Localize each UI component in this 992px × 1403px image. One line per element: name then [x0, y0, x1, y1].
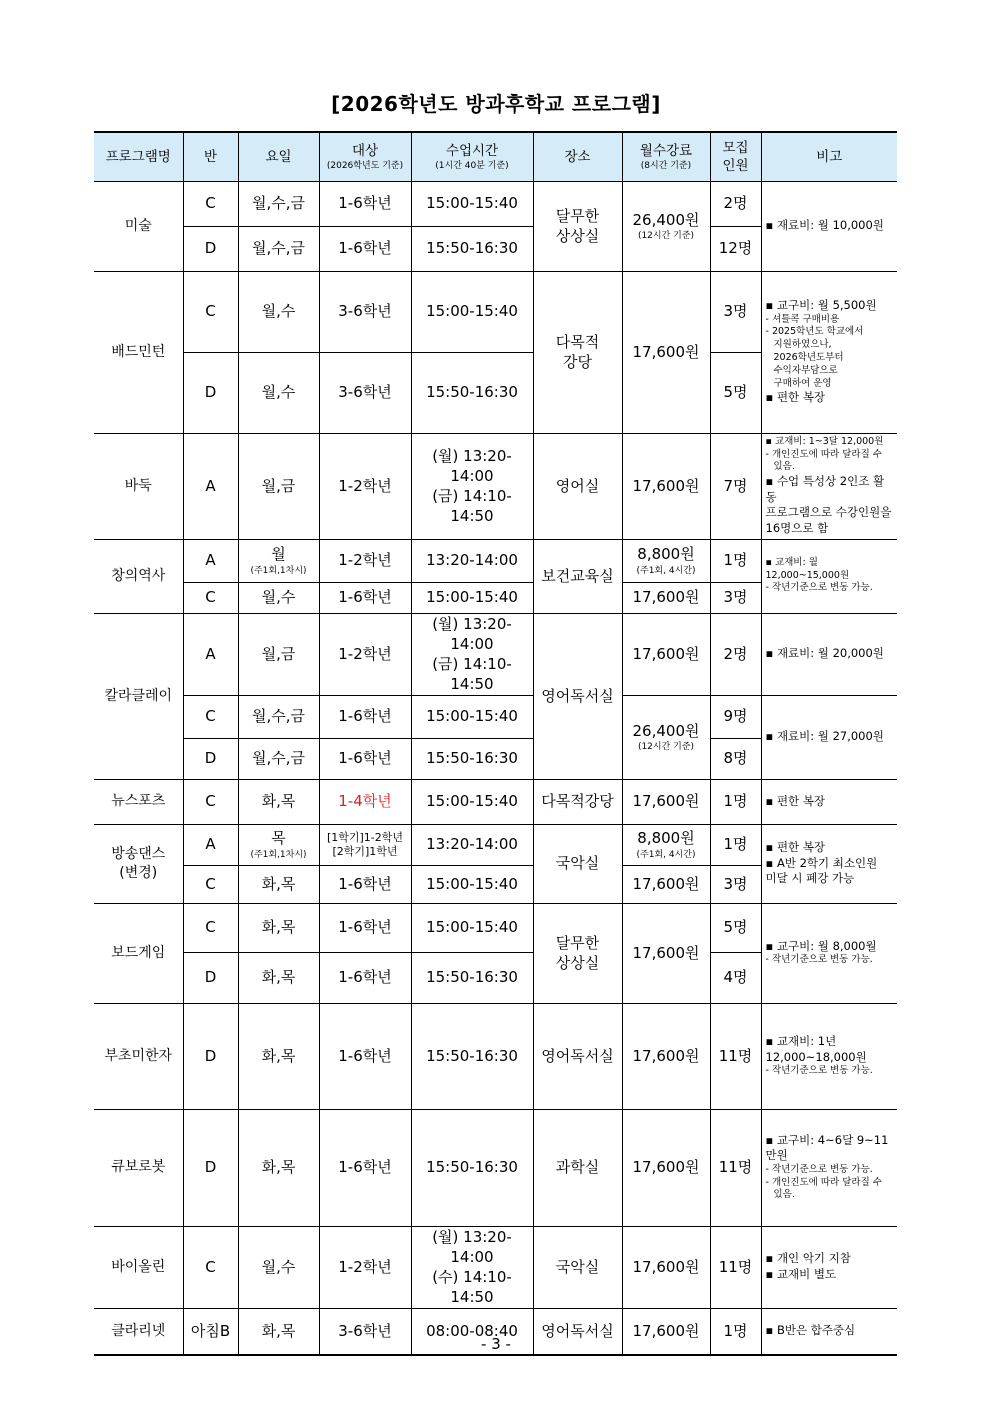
program-name-line: (변경) [119, 864, 158, 881]
place-cell: 과학실 [533, 1109, 622, 1226]
note-line: 12,000~18,000원 [765, 1049, 867, 1064]
header-time-label: 수업시간 [445, 142, 499, 159]
note-line: ▪ 교구비: 월 8,000월 [765, 938, 877, 953]
time-cell: 15:50-16:30 [411, 226, 533, 271]
day-cell [238, 539, 319, 582]
day-cell: 화,목 [238, 903, 319, 952]
table-row [94, 181, 897, 226]
header-time-sub: (1시간 40분 기준) [435, 160, 509, 171]
place-cell: 영어독서실 [533, 613, 622, 779]
header-note: 비고 [761, 132, 897, 181]
note-cell [761, 539, 897, 613]
class-cell: D [183, 952, 238, 1003]
place-cell: 다목적강당 [533, 779, 622, 824]
day-cell: 화,목 [238, 779, 319, 824]
time-cell: 15:00-15:40 [411, 865, 533, 903]
table-row [94, 824, 897, 865]
class-cell: D [183, 1003, 238, 1109]
note-line: - 2025학년도 학교에서 [765, 326, 864, 338]
time-cell: 08:00-08:40 [411, 1308, 533, 1355]
table-row [94, 1109, 897, 1226]
target-cell: 1-4학년 [319, 779, 411, 824]
day-cell [238, 824, 319, 865]
table-row [94, 779, 897, 824]
table-row [94, 433, 897, 539]
place-cell: 영어독서실 [533, 1308, 622, 1355]
note-cell [761, 433, 897, 539]
count-cell: 8명 [710, 738, 761, 779]
table-row [94, 1226, 897, 1308]
note-cell [761, 613, 897, 695]
target-cell: 3-6학년 [319, 352, 411, 433]
target-cell: 1-6학년 [319, 1003, 411, 1109]
note-line: ▪ A반 2학기 최소인원 [765, 855, 878, 870]
program-name: 뉴스포츠 [94, 779, 183, 824]
fee-cell: 17,600원 [622, 1226, 710, 1308]
note-line: - 작년기준으로 변동 가능. [765, 954, 873, 966]
count-cell: 5명 [710, 352, 761, 433]
time-cell: 15:00-15:40 [411, 582, 533, 613]
class-cell: C [183, 695, 238, 738]
target-cell: 1-6학년 [319, 1109, 411, 1226]
note-line: 프로그램으로 수강인원을 [765, 505, 892, 520]
time-cell: 15:50-16:30 [411, 352, 533, 433]
header-place: 장소 [533, 132, 622, 181]
program-name: 부초미한자 [94, 1003, 183, 1109]
note-line: 2026학년도부터 [773, 352, 844, 363]
note-line: ▪ 재료비: 월 27,000원 [765, 729, 884, 744]
class-cell: D [183, 738, 238, 779]
note-line: 있음. [773, 461, 795, 473]
time-cell [411, 1226, 533, 1308]
note-line: ▪ 편한 복장 [765, 390, 826, 405]
page-number: - 3 - [481, 1335, 511, 1353]
table-header [94, 132, 897, 181]
fee-sub: (주1회, 4시간) [636, 565, 696, 576]
place-cell: 국악실 [533, 1226, 622, 1308]
day-cell: 월,수,금 [238, 181, 319, 226]
place-line: 상상실 [555, 227, 600, 245]
count-cell: 2명 [710, 613, 761, 695]
note-cell [761, 1109, 897, 1226]
header-time [411, 132, 533, 181]
time-cell: 15:50-16:30 [411, 952, 533, 1003]
class-cell: D [183, 352, 238, 433]
note-line: ▪ 재료비: 월 20,000원 [765, 646, 884, 661]
table-row [94, 539, 897, 582]
place-cell [533, 271, 622, 433]
fee-value: 8,800원 [637, 545, 695, 564]
time-line: (금) 14:10-14:50 [432, 655, 512, 694]
fee-cell [622, 539, 710, 582]
note-line: ▪ 교재비: 1~3달 12,000원 [765, 435, 884, 447]
target-cell: 1-6학년 [319, 226, 411, 271]
fee-cell: 17,600원 [622, 613, 710, 695]
time-line: (수) 14:10-14:50 [432, 1268, 512, 1307]
day-cell: 화,목 [238, 865, 319, 903]
day-cell: 월,금 [238, 613, 319, 695]
note-cell [761, 271, 897, 433]
day-sub: (주1회,1차시) [250, 565, 307, 576]
place-cell: 영어실 [533, 433, 622, 539]
note-line: ▪ 재료비: 월 10,000원 [765, 218, 884, 233]
header-fee [622, 132, 710, 181]
class-cell: C [183, 1226, 238, 1308]
class-cell: A [183, 433, 238, 539]
program-name: 큐보로봇 [94, 1109, 183, 1226]
note-cell [761, 1226, 897, 1308]
fee-value: 8,800원 [637, 829, 695, 848]
class-cell: 아침B [183, 1308, 238, 1355]
header-target [319, 132, 411, 181]
target-cell: 1-2학년 [319, 433, 411, 539]
class-cell: C [183, 779, 238, 824]
program-name: 보드게임 [94, 903, 183, 1003]
note-line: 있음. [773, 1189, 795, 1201]
target-cell: 3-6학년 [319, 1308, 411, 1355]
count-cell: 11명 [710, 1226, 761, 1308]
header-program: 프로그램명 [94, 132, 183, 181]
day-value: 월 [271, 545, 286, 564]
note-cell [761, 779, 897, 824]
fee-sub: (12시간 기준) [637, 742, 695, 753]
program-name-line: 방송댄스 [111, 845, 166, 862]
header-day: 요일 [238, 132, 319, 181]
time-line: (월) 13:20-14:00 [432, 1227, 512, 1266]
place-line: 달무한 [555, 933, 600, 952]
place-line: 달무한 [555, 206, 600, 225]
fee-cell: 17,600원 [622, 1003, 710, 1109]
header-recruit-2: 인원 [722, 157, 749, 174]
program-table [94, 131, 897, 1356]
target-cell: 1-6학년 [319, 181, 411, 226]
program-name: 칼라클레이 [94, 613, 183, 779]
class-cell: D [183, 1109, 238, 1226]
note-line: - 작년기준으로 변동 가능. [765, 1163, 873, 1175]
class-cell: C [183, 271, 238, 352]
fee-sub: (12시간 기준) [637, 231, 695, 242]
note-line: 수익자부담으로 [773, 364, 838, 376]
count-cell: 3명 [710, 271, 761, 352]
count-cell: 9명 [710, 695, 761, 738]
header-class: 반 [183, 132, 238, 181]
place-cell: 보건교육실 [533, 539, 622, 613]
class-cell: D [183, 226, 238, 271]
target-cell: 1-6학년 [319, 952, 411, 1003]
fee-value: 26,400원 [632, 721, 700, 740]
fee-value: 26,400원 [632, 210, 700, 229]
count-cell: 3명 [710, 582, 761, 613]
note-line: ▪ 수업 특성상 2인조 활동 [765, 474, 885, 504]
place-cell [533, 181, 622, 271]
note-cell [761, 903, 897, 1003]
day-cell: 화,목 [238, 1109, 319, 1226]
note-cell [761, 695, 897, 779]
header-fee-label: 월수강료 [639, 142, 693, 159]
note-line: - 작년기준으로 변동 가능. [765, 1065, 873, 1077]
count-cell: 4명 [710, 952, 761, 1003]
count-cell: 5명 [710, 903, 761, 952]
target-cell: 1-6학년 [319, 865, 411, 903]
note-line: 지원하였으나, [773, 339, 832, 351]
fee-cell [622, 181, 710, 271]
note-cell [761, 1003, 897, 1109]
time-cell: 15:00-15:40 [411, 695, 533, 738]
note-line: - 작년기준으로 변동 가능. [765, 582, 873, 594]
target-cell [319, 824, 411, 865]
fee-cell [622, 824, 710, 865]
time-cell: 15:50-16:30 [411, 738, 533, 779]
note-cell [761, 181, 897, 271]
place-cell: 국악실 [533, 824, 622, 903]
table-row [94, 613, 897, 695]
program-name: 창의역사 [94, 539, 183, 613]
count-cell: 3명 [710, 865, 761, 903]
place-line: 다목적 [555, 332, 600, 351]
fee-sub: (주1회, 4시간) [636, 849, 696, 860]
header-fee-sub: (8시간 기준) [640, 160, 692, 171]
count-cell: 2명 [710, 181, 761, 226]
time-cell: 13:20-14:00 [411, 539, 533, 582]
time-line: (월) 13:20-14:00 [432, 446, 512, 485]
class-cell: C [183, 903, 238, 952]
note-line: ▪ 교구비: 월 5,500원 [765, 298, 877, 313]
day-value: 목 [271, 829, 286, 848]
header-target-label: 대상 [351, 142, 379, 159]
table-row [94, 271, 897, 352]
time-cell [411, 433, 533, 539]
fee-cell: 17,600원 [622, 1308, 710, 1355]
note-line: - 개인진도에 따라 달라질 수 [765, 1176, 882, 1188]
time-cell [411, 613, 533, 695]
time-cell: 15:50-16:30 [411, 1003, 533, 1109]
header-recruit [710, 132, 761, 181]
day-cell: 월,금 [238, 433, 319, 539]
count-cell: 1명 [710, 1308, 761, 1355]
note-cell [761, 824, 897, 903]
fee-cell: 17,600원 [622, 582, 710, 613]
note-line: ▪ 개인 악기 지참 [765, 1251, 851, 1266]
fee-cell: 17,600원 [622, 1109, 710, 1226]
count-cell: 1명 [710, 824, 761, 865]
time-cell: 15:50-16:30 [411, 1109, 533, 1226]
table-row [94, 695, 897, 738]
fee-cell [622, 695, 710, 779]
target-line: [1학기]1-2학년 [326, 830, 404, 844]
program-name: 클라리넷 [94, 1308, 183, 1355]
note-line: ▪ B반은 합주중심 [765, 1323, 856, 1338]
program-name: 바이올린 [94, 1226, 183, 1308]
count-cell: 12명 [710, 226, 761, 271]
page-title: [2026학년도 방과후학교 프로그램] [331, 92, 661, 116]
time-cell: 13:20-14:00 [411, 824, 533, 865]
target-cell: 1-6학년 [319, 695, 411, 738]
class-cell: C [183, 181, 238, 226]
target-cell: 1-2학년 [319, 539, 411, 582]
fee-cell: 17,600원 [622, 903, 710, 1003]
day-cell: 월,수 [238, 1226, 319, 1308]
note-line: ▪ 교재비 별도 [765, 1267, 837, 1281]
place-cell: 영어독서실 [533, 1003, 622, 1109]
target-cell: 3-6학년 [319, 271, 411, 352]
place-cell [533, 903, 622, 1003]
time-cell: 15:00-15:40 [411, 181, 533, 226]
place-line: 강당 [563, 353, 592, 371]
note-line: - 셔틀콕 구매비용 [765, 313, 840, 325]
time-line: (금) 14:10-14:50 [432, 487, 512, 526]
time-line: (월) 13:20-14:00 [432, 614, 512, 653]
target-line: [2학기]1학년 [332, 844, 398, 858]
header-target-sub: (2026학년도 기준) [326, 160, 404, 171]
time-cell: 15:00-15:40 [411, 271, 533, 352]
class-cell: A [183, 824, 238, 865]
fee-cell: 17,600원 [622, 433, 710, 539]
class-cell: A [183, 539, 238, 582]
note-line: ▪ 편한 복장 [765, 793, 826, 808]
fee-cell: 17,600원 [622, 865, 710, 903]
day-cell: 월,수,금 [238, 738, 319, 779]
count-cell: 7명 [710, 433, 761, 539]
note-line: ▪ 편한 복장 [765, 840, 826, 855]
day-cell: 화,목 [238, 1308, 319, 1355]
class-cell: C [183, 865, 238, 903]
table-row [94, 1003, 897, 1109]
note-line: ▪ 교구비: 4~6달 9~11만원 [765, 1132, 889, 1163]
day-cell: 월,수 [238, 352, 319, 433]
program-name: 바둑 [94, 433, 183, 539]
program-name: 미술 [94, 181, 183, 271]
count-cell: 11명 [710, 1109, 761, 1226]
target-cell: 1-2학년 [319, 1226, 411, 1308]
day-cell: 화,목 [238, 1003, 319, 1109]
day-cell: 화,목 [238, 952, 319, 1003]
fee-cell: 17,600원 [622, 271, 710, 433]
class-cell: A [183, 613, 238, 695]
target-cell: 1-6학년 [319, 738, 411, 779]
target-cell: 1-6학년 [319, 582, 411, 613]
header-recruit-1: 모집 [722, 139, 749, 156]
note-line: ▪ 교재비: 월 12,000~15,000원 [765, 556, 850, 581]
table-row [94, 903, 897, 952]
program-name: 배드민턴 [94, 271, 183, 433]
fee-cell: 17,600원 [622, 779, 710, 824]
place-line: 상상실 [555, 954, 600, 972]
note-line: ▪ 교재비: 1년 [765, 1034, 837, 1049]
note-line: 16명으로 함 [765, 520, 829, 535]
class-cell: C [183, 582, 238, 613]
day-cell: 월,수 [238, 271, 319, 352]
day-cell: 월,수,금 [238, 695, 319, 738]
target-cell: 1-6학년 [319, 903, 411, 952]
count-cell: 1명 [710, 539, 761, 582]
count-cell: 1명 [710, 779, 761, 824]
note-line: 구매하여 운영 [773, 377, 832, 389]
day-sub: (주1회,1차시) [250, 849, 307, 860]
target-cell: 1-2학년 [319, 613, 411, 695]
day-cell: 월,수 [238, 582, 319, 613]
time-cell: 15:00-15:40 [411, 903, 533, 952]
time-cell: 15:00-15:40 [411, 779, 533, 824]
note-line: - 개인진도에 따라 달라질 수 [765, 448, 882, 460]
count-cell: 11명 [710, 1003, 761, 1109]
program-name [94, 824, 183, 903]
day-cell: 월,수,금 [238, 226, 319, 271]
note-line: 미달 시 폐강 가능 [765, 871, 855, 886]
